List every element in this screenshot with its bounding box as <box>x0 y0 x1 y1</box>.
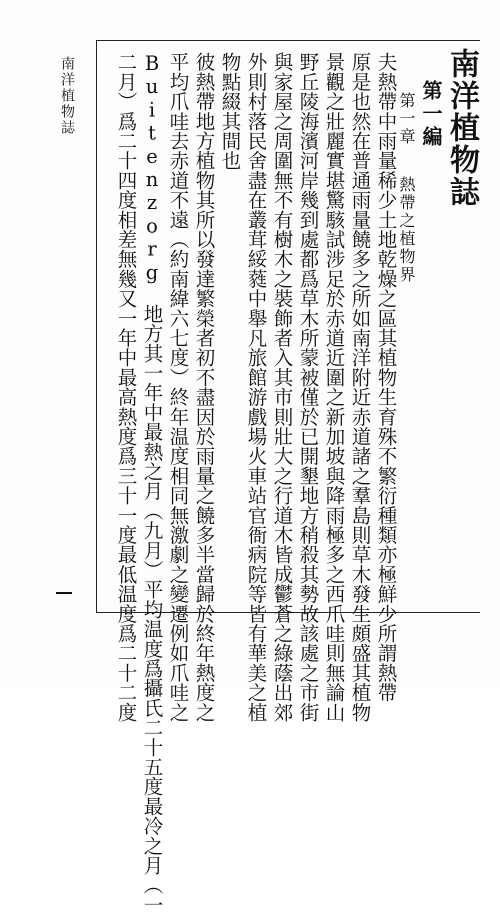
page-number <box>56 592 72 594</box>
chapter-label: 第一章 <box>397 92 416 146</box>
body-line-6: 外則村落民舍盡在叢茸綏蕤中舉凡旅館游戲場火車站官衙病院等皆有華美之植 <box>244 52 268 722</box>
frame-left-rule <box>96 40 97 612</box>
body-line-1: 夫熱帶中雨量稀少土地乾燥之區其植物生育殊不繁衍種類亦極鮮少所謂熱帶 <box>374 52 398 703</box>
chapter-name: 熱帶之植物界 <box>397 176 416 284</box>
body-line-11: 二月）爲二十四度相差無幾又一年中最高熱度爲三十一度最低温度爲二十二度 <box>114 52 138 722</box>
chapter-heading <box>398 92 414 284</box>
body-line-5: 與家屋之周圍無不有樹木之裝飾者入其市則壯大之行道木皆成鬱蒼之綠蔭出郊 <box>270 52 294 722</box>
body-line-7: 物點綴其間也 <box>218 52 242 171</box>
body-line-4: 野丘陵海濱河岸幾到處都爲草木所蒙被僅於已開墾地方稍殺其勢故該處之市街 <box>296 52 320 722</box>
body-line-8: 彼熱帶地方植物其所以發達繁榮者初不盡因於雨量之饒多半當歸於終年熱度之 <box>192 52 216 722</box>
body-line-3: 景觀之壯麗實堪驚駭試涉足於赤道近圍之新加坡與降雨極多之西爪哇則無論山 <box>322 52 346 722</box>
body-line-10: Buitenzorg 地方其一年中最熱之月（九月）平均温度爲攝氏二十五度最冷之月（一 <box>140 52 164 914</box>
part-title: 第一編 <box>419 80 443 149</box>
book-title: 南洋植物誌 <box>444 48 479 208</box>
running-head: 南洋植物誌 <box>59 56 75 136</box>
frame-top-rule <box>96 40 480 41</box>
body-line-9: 平均爪哇去赤道不遠（約南緯六七度）終年温度相同無激劇之變遷例如爪哇之 <box>166 52 190 722</box>
body-line-2: 原是也然在普通雨量饒多之所如南洋附近赤道諸之羣島則草木發生頗盛其植物 <box>348 52 372 722</box>
